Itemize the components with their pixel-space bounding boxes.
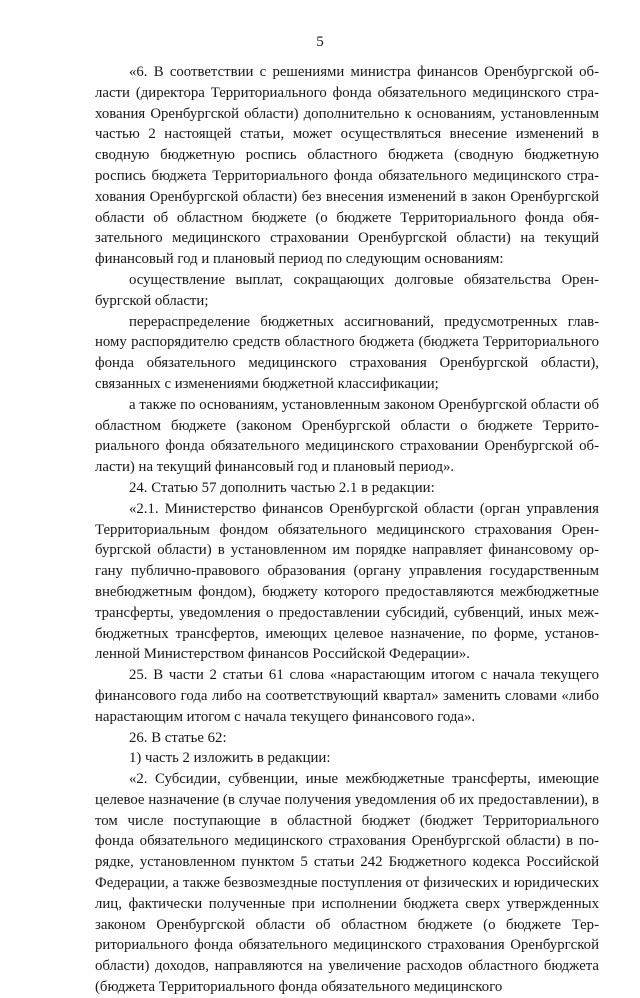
paragraph-reallocation: перераспределение бюджетных ассигнований, предусмотренных главному распорядителю средств областного бюджета (бюджета Территориального фонда обязательного медицинского страхования Оренбургской области), связанных с изменениями бюджетной классификации;	[95, 313, 599, 392]
page-number: 5	[316, 34, 324, 50]
paragraph-part-2-edit: 1) часть 2 изложить в редакции:	[129, 750, 331, 767]
paragraph-clause-2-subsidies: «2. Субсидии, субвенции, иные межбюджетные трансферты, имеющие целевое назначение (в случае получения уведомления об их предоставлении), в том числе поступающие в областной бюджет (бюджет Территориального фонда обязательного медицинского страхования Оренбургской области) в порядке, установленном пунктом 5 статьи 242 Бюджетного кодекса Российской Федерации, а также безвозмездные поступления от физических и юридических лиц, фактически полученные при исполнении бюджета сверх утвержденных законом Оренбургской области об областном бюджете (о бюджете Территориального фонда обязательного медицинского страхования Оренбургской области) доходов, направляются на увеличение расходов областного бюджета (бюджета Территориального фонда обязательного медицинского	[95, 771, 599, 996]
paragraph-debt-payments: осуществление выплат, сокращающих долговые обязательства Оренбургской области;	[95, 271, 599, 309]
paragraph-clause-6: «6. В соответствии с решениями министра финансов Оренбургской области (директора Территориального фонда обязательного медицинского страхования Оренбургской области) дополнительно к основаниям, установленным частью 2 настоящей статьи, может осуществляться внесение изменений в сводную бюджетную роспись областного бюджета (сводную бюджетную роспись бюджета Территориального фонда обязательного медицинского страхования Оренбургской области) без внесения изменений в закон Оренбургской области об областном бюджете (о бюджете Территориального фонда обязательного медицинского страховании Оренбургской области) на текущий финансовый год и плановый период по следующим основаниям:	[95, 64, 599, 268]
paragraph-item-24: 24. Статью 57 дополнить частью 2.1 в редакции:	[129, 479, 435, 496]
paragraph-item-25: 25. В части 2 статьи 61 слова «нарастающим итогом с начала текущего финансового года либо на соответствующий квартал» заменить словами «либо нарастающим итогом с начала текущего финансового года».	[95, 667, 599, 725]
paragraph-item-26: 26. В статье 62:	[129, 729, 227, 746]
document-body	[95, 62, 599, 998]
paragraph-clause-2-1: «2.1. Министерство финансов Оренбургской области (орган управления Территориальным фондом обязательного медицинского страхования Оренбургской области) в установленном им порядке направляет финансовому органу публично-правового образования (органу управления государственным внебюджетным фондом), бюджету которого предоставляются межбюджетные трансферты, уведомления о предоставлении субсидий, субвенций, иных межбюджетных трансфертов, имеющих целевое назначение, по форме, установленной Министерством финансов Российской Федерации».	[95, 500, 599, 663]
paragraph-other-grounds: а также по основаниям, установленным законом Оренбургской области об областном бюджете (законом Оренбургской области о бюджете Территориального фонда обязательного медицинского страховании Оренбургской области) на текущий финансовый год и плановый период».	[95, 396, 599, 476]
